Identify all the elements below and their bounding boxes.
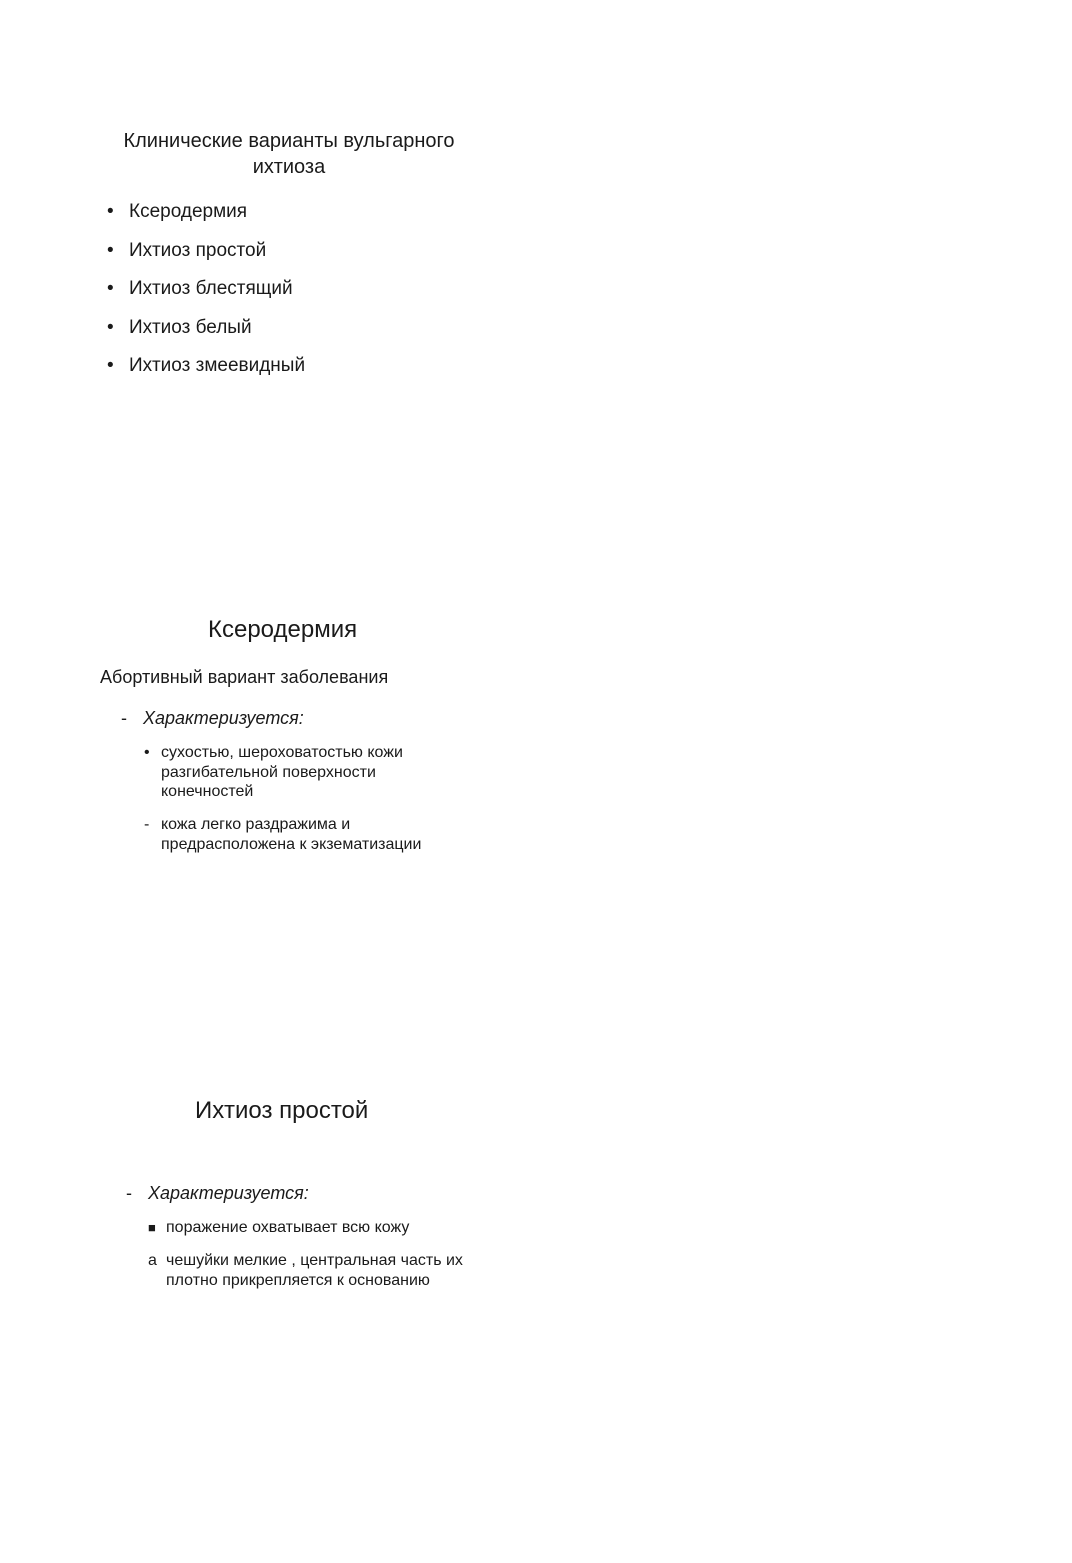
- list-marker: а: [148, 1252, 157, 1269]
- list-item-label: Ксеродермия: [129, 201, 248, 222]
- bullet-marker: •: [107, 201, 114, 222]
- list-item-text: поражение охватывает всю кожу: [166, 1219, 410, 1236]
- list-item-label: Ихтиоз змеевидный: [129, 355, 306, 376]
- section2-intro: Абортивный вариант заболевания: [100, 667, 389, 687]
- square-bullet-icon: ■: [148, 1220, 156, 1235]
- list-item-text: чешуйки мелкие , центральная часть их плотно прикрепляется к основанию: [166, 1252, 463, 1289]
- section1-title: Клинические варианты вульгарного ихтиоза: [123, 130, 455, 178]
- section2-subheading: Характеризуется:: [143, 708, 304, 728]
- section2-title: Ксеродермия: [208, 616, 358, 643]
- bullet-marker: •: [144, 744, 150, 761]
- list-item-label: Ихтиоз простой: [129, 240, 267, 261]
- dash-marker: -: [126, 1183, 132, 1203]
- bullet-marker: •: [107, 240, 114, 261]
- list-item-label: Ихтиоз белый: [129, 317, 252, 338]
- list-item-text: сухостью, шероховатостью кожи разгибательной поверхности конечностей: [161, 744, 403, 800]
- list-item-text: кожа легко раздражима и предрасположена к экзематизации: [161, 816, 422, 853]
- dash-marker: -: [121, 708, 127, 728]
- bullet-marker: •: [107, 278, 114, 299]
- section3-subheading: Характеризуется:: [148, 1183, 309, 1203]
- dash-marker: -: [144, 816, 150, 833]
- bullet-marker: •: [107, 355, 114, 376]
- section3-title: Ихтиоз простой: [195, 1097, 369, 1124]
- bullet-marker: •: [107, 317, 114, 338]
- list-item-label: Ихтиоз блестящий: [129, 278, 293, 299]
